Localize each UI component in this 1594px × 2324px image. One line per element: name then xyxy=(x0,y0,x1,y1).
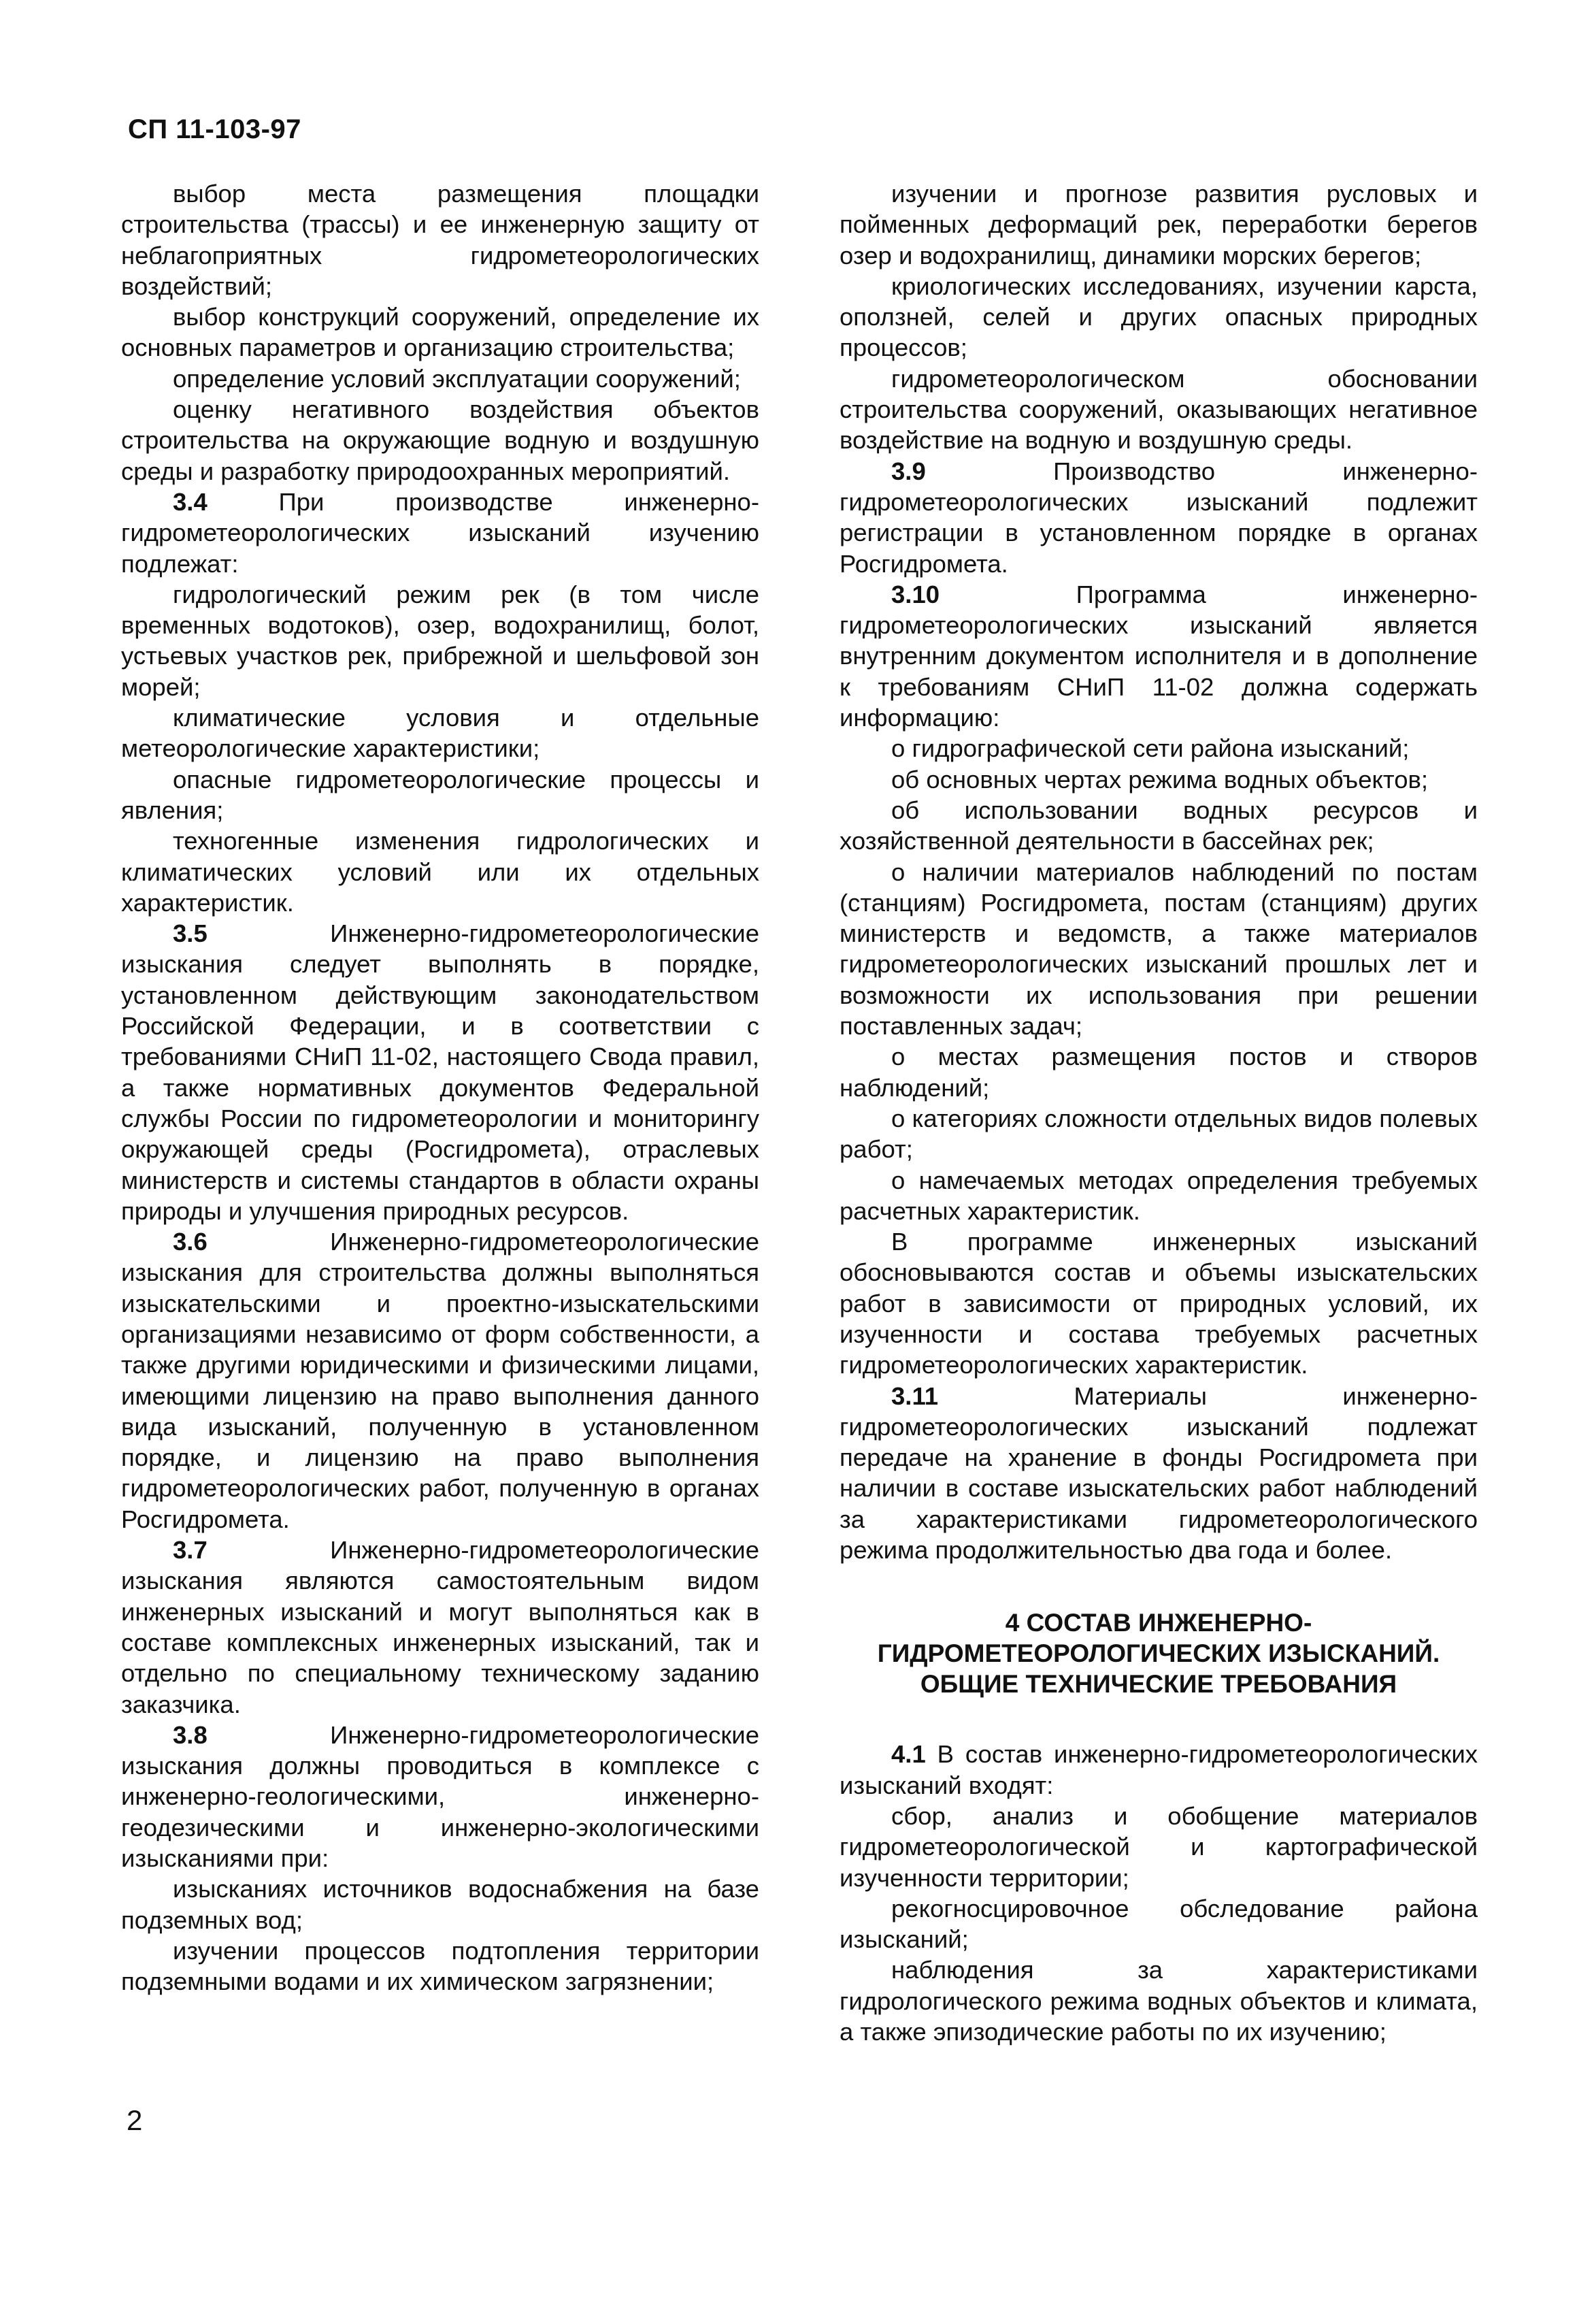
paragraph xyxy=(121,363,759,394)
clause-number: 3.5 xyxy=(173,919,207,948)
paragraph-text: наблюдения за характеристиками гидрологического режима водных объектов и климата, а также эпизодические работы по их изучению; xyxy=(840,1956,1478,2046)
paragraph xyxy=(840,1954,1478,2047)
paragraph xyxy=(840,1103,1478,1165)
clause-paragraph xyxy=(840,456,1478,579)
clause-paragraph xyxy=(121,487,759,579)
paragraph xyxy=(840,363,1478,456)
paragraph xyxy=(121,1935,759,1997)
paragraph-text: о гидрографической сети района изысканий; xyxy=(891,734,1410,763)
paragraph-text: В программе инженерных изысканий обосновываются состав и объемы изыскательских работ в зависимости от природных условий, их изученности и состава требуемых расчетных гидрометеорологических характеристик. xyxy=(840,1228,1478,1379)
paragraph xyxy=(121,178,759,301)
clause-paragraph xyxy=(121,1535,759,1720)
paragraph-text: Инженерно-гидрометеорологические изыскания следует выполнять в порядке, установленном действующим законодательством Российской Федерации, и в соответствии с требованиями СНиП 11-02, настоящего Свода правил, а также нормативных документов Федеральной службы России по гидрометеорологии и мониторингу окружающей среды (Росгидромета), отраслевых министерств и системы стандартов в области охраны природы и улучшения природных ресурсов. xyxy=(121,919,759,1225)
paragraph xyxy=(840,857,1478,1042)
paragraph xyxy=(840,1226,1478,1380)
right-column-top xyxy=(840,178,1478,1565)
left-column xyxy=(121,178,759,1997)
paragraph-text: выбор конструкций сооружений, определение их основных параметров и организацию строительства; xyxy=(121,303,759,362)
paragraph-text: об основных чертах режима водных объектов; xyxy=(891,765,1429,793)
paragraph xyxy=(840,1801,1478,1893)
paragraph-text: о намечаемых методах определения требуемых расчетных характеристик. xyxy=(840,1166,1478,1225)
paragraph-text: выбор места размещения площадки строительства (трассы) и ее инженерную защиту от неблагоприятных гидрометеорологических воздействий; xyxy=(121,180,759,300)
paragraph xyxy=(840,1893,1478,1955)
paragraph xyxy=(840,1041,1478,1103)
paragraph-text: Инженерно-гидрометеорологические изыскания для строительства должны выполняться изыскательскими и проектно-изыскательскими организациями независимо от форм собственности, а также другими юридическими и физическими лицами, имеющими лицензию на право выполнения данного вида изысканий, полученную в установленном порядке, и лицензию на право выполнения гидрометеорологических работ, полученную в органах Росгидромета. xyxy=(121,1228,759,1533)
right-column-bottom xyxy=(840,1739,1478,2047)
clause-number: 3.7 xyxy=(173,1536,207,1565)
paragraph-text: Инженерно-гидрометеорологические изыскания являются самостоятельным видом инженерных изысканий и могут выполняться как в составе комплексных инженерных изысканий, так и отдельно по специальному техническому заданию заказчика. xyxy=(121,1536,759,1718)
clause-number: 4.1 xyxy=(891,1740,926,1769)
document-code: СП 11-103-97 xyxy=(128,114,301,144)
paragraph-text: климатические условия и отдельные метеорологические характеристики; xyxy=(121,704,759,763)
paragraph xyxy=(121,1873,759,1935)
clause-paragraph xyxy=(121,1720,759,1873)
paragraph-text: об использовании водных ресурсов и хозяйственной деятельности в бассейнах рек; xyxy=(840,796,1478,855)
clause-number: 3.10 xyxy=(891,580,940,608)
clause-paragraph xyxy=(840,1739,1478,1801)
paragraph-text: изучении и прогнозе развития русловых и пойменных деформаций рек, переработки берегов озер и водохранилищ, динамики морских берегов; xyxy=(840,180,1478,269)
paragraph xyxy=(121,764,759,826)
paragraph xyxy=(840,795,1478,857)
paragraph xyxy=(121,579,759,702)
paragraph-text: о местах размещения постов и створов наблюдений; xyxy=(840,1043,1478,1102)
paragraph xyxy=(840,178,1478,271)
paragraph-text: о категориях сложности отдельных видов полевых работ; xyxy=(840,1104,1478,1164)
paragraph-text: гидрометеорологическом обосновании строительства сооружений, оказывающих негативное воздействие на водную и воздушную среды. xyxy=(840,364,1478,455)
paragraph-text: рекогносцировочное обследование района изысканий; xyxy=(840,1894,1478,1954)
paragraph xyxy=(840,733,1478,764)
paragraph-text: изучении процессов подтопления территории подземными водами и их химическом загрязнении; xyxy=(121,1936,759,1996)
section-heading: 4 СОСТАВ ИНЖЕНЕРНО-ГИДРОМЕТЕОРОЛОГИЧЕСКИХ ИЗЫСКАНИЙ. ОБЩИЕ ТЕХНИЧЕСКИЕ ТРЕБОВАНИЯ xyxy=(877,1609,1440,1699)
paragraph-text: криологических исследованиях, изучении карста, оползней, селей и других опасных природных процессов; xyxy=(840,272,1478,362)
paragraph-text: Производство инженерно-гидрометеорологических изысканий подлежит регистрации в установленном порядке в органах Росгидромета. xyxy=(840,457,1478,578)
paragraph-text: Инженерно-гидрометеорологические изыскания должны проводиться в комплексе с инженерно-геологическими, инженерно-геодезическими и инженерно-экологическими изысканиями при: xyxy=(121,1720,759,1873)
paragraph-text: изысканиях источников водоснабжения на базе подземных вод; xyxy=(121,1875,759,1934)
clause-number: 3.11 xyxy=(891,1381,939,1410)
clause-paragraph xyxy=(840,579,1478,733)
paragraph-text: сбор, анализ и обобщение материалов гидрометеорологической и картографической изученности территории; xyxy=(840,1801,1478,1892)
paragraph-text: техногенные изменения гидрологических и климатических условий или их отдельных характеристик. xyxy=(121,827,759,917)
paragraph xyxy=(121,301,759,363)
paragraph xyxy=(840,764,1478,795)
paragraph xyxy=(840,271,1478,363)
paragraph-text: определение условий эксплуатации сооружений; xyxy=(173,364,741,393)
paragraph xyxy=(121,825,759,918)
clause-number: 3.6 xyxy=(173,1228,207,1256)
paragraph-text: В состав инженерно-гидрометеорологических изысканий входят: xyxy=(840,1740,1478,1799)
paragraph-text: оценку негативного воздействия объектов строительства на окружающие водную и воздушную среды и разработку природоохранных мероприятий. xyxy=(121,395,759,485)
clause-paragraph xyxy=(121,1226,759,1535)
clause-number: 3.8 xyxy=(173,1720,207,1749)
paragraph-text: гидрологический режим рек (в том числе временных водотоков), озер, водохранилищ, болот, устьевых участков рек, прибрежной и шельфовой зон морей; xyxy=(121,580,759,701)
paragraph-text: Программа инженерно-гидрометеорологических изысканий является внутренним документом исполнителя и в дополнение к требованиям СНиП 11-02 должна содержать информацию: xyxy=(840,580,1478,732)
paragraph-text: Материалы инженерно-гидрометеорологических изысканий подлежат передаче на хранение в фонды Росгидромета при наличии в составе изыскательских работ наблюдений за характеристиками гидрометеорологического режима продолжительностью два года и более. xyxy=(840,1381,1478,1565)
paragraph-text: опасные гидрометеорологические процессы и явления; xyxy=(121,765,759,824)
paragraph xyxy=(121,702,759,764)
paragraph xyxy=(840,1165,1478,1227)
page-number: 2 xyxy=(127,2104,143,2136)
right-column xyxy=(840,178,1478,2047)
clause-paragraph xyxy=(121,918,759,1226)
clause-number: 3.9 xyxy=(891,457,926,485)
paragraph-text: При производстве инженерно-гидрометеорологических изысканий изучению подлежат: xyxy=(121,487,759,578)
clause-paragraph xyxy=(840,1381,1478,1566)
clause-number: 3.4 xyxy=(173,487,207,516)
paragraph xyxy=(121,394,759,487)
paragraph-text: о наличии материалов наблюдений по постам (станциям) Росгидромета, постам (станциям) других министерств и ведомств, а также материалов гидрометеорологических изысканий прошлых лет и возможности их использования при решении поставленных задач; xyxy=(840,857,1478,1041)
